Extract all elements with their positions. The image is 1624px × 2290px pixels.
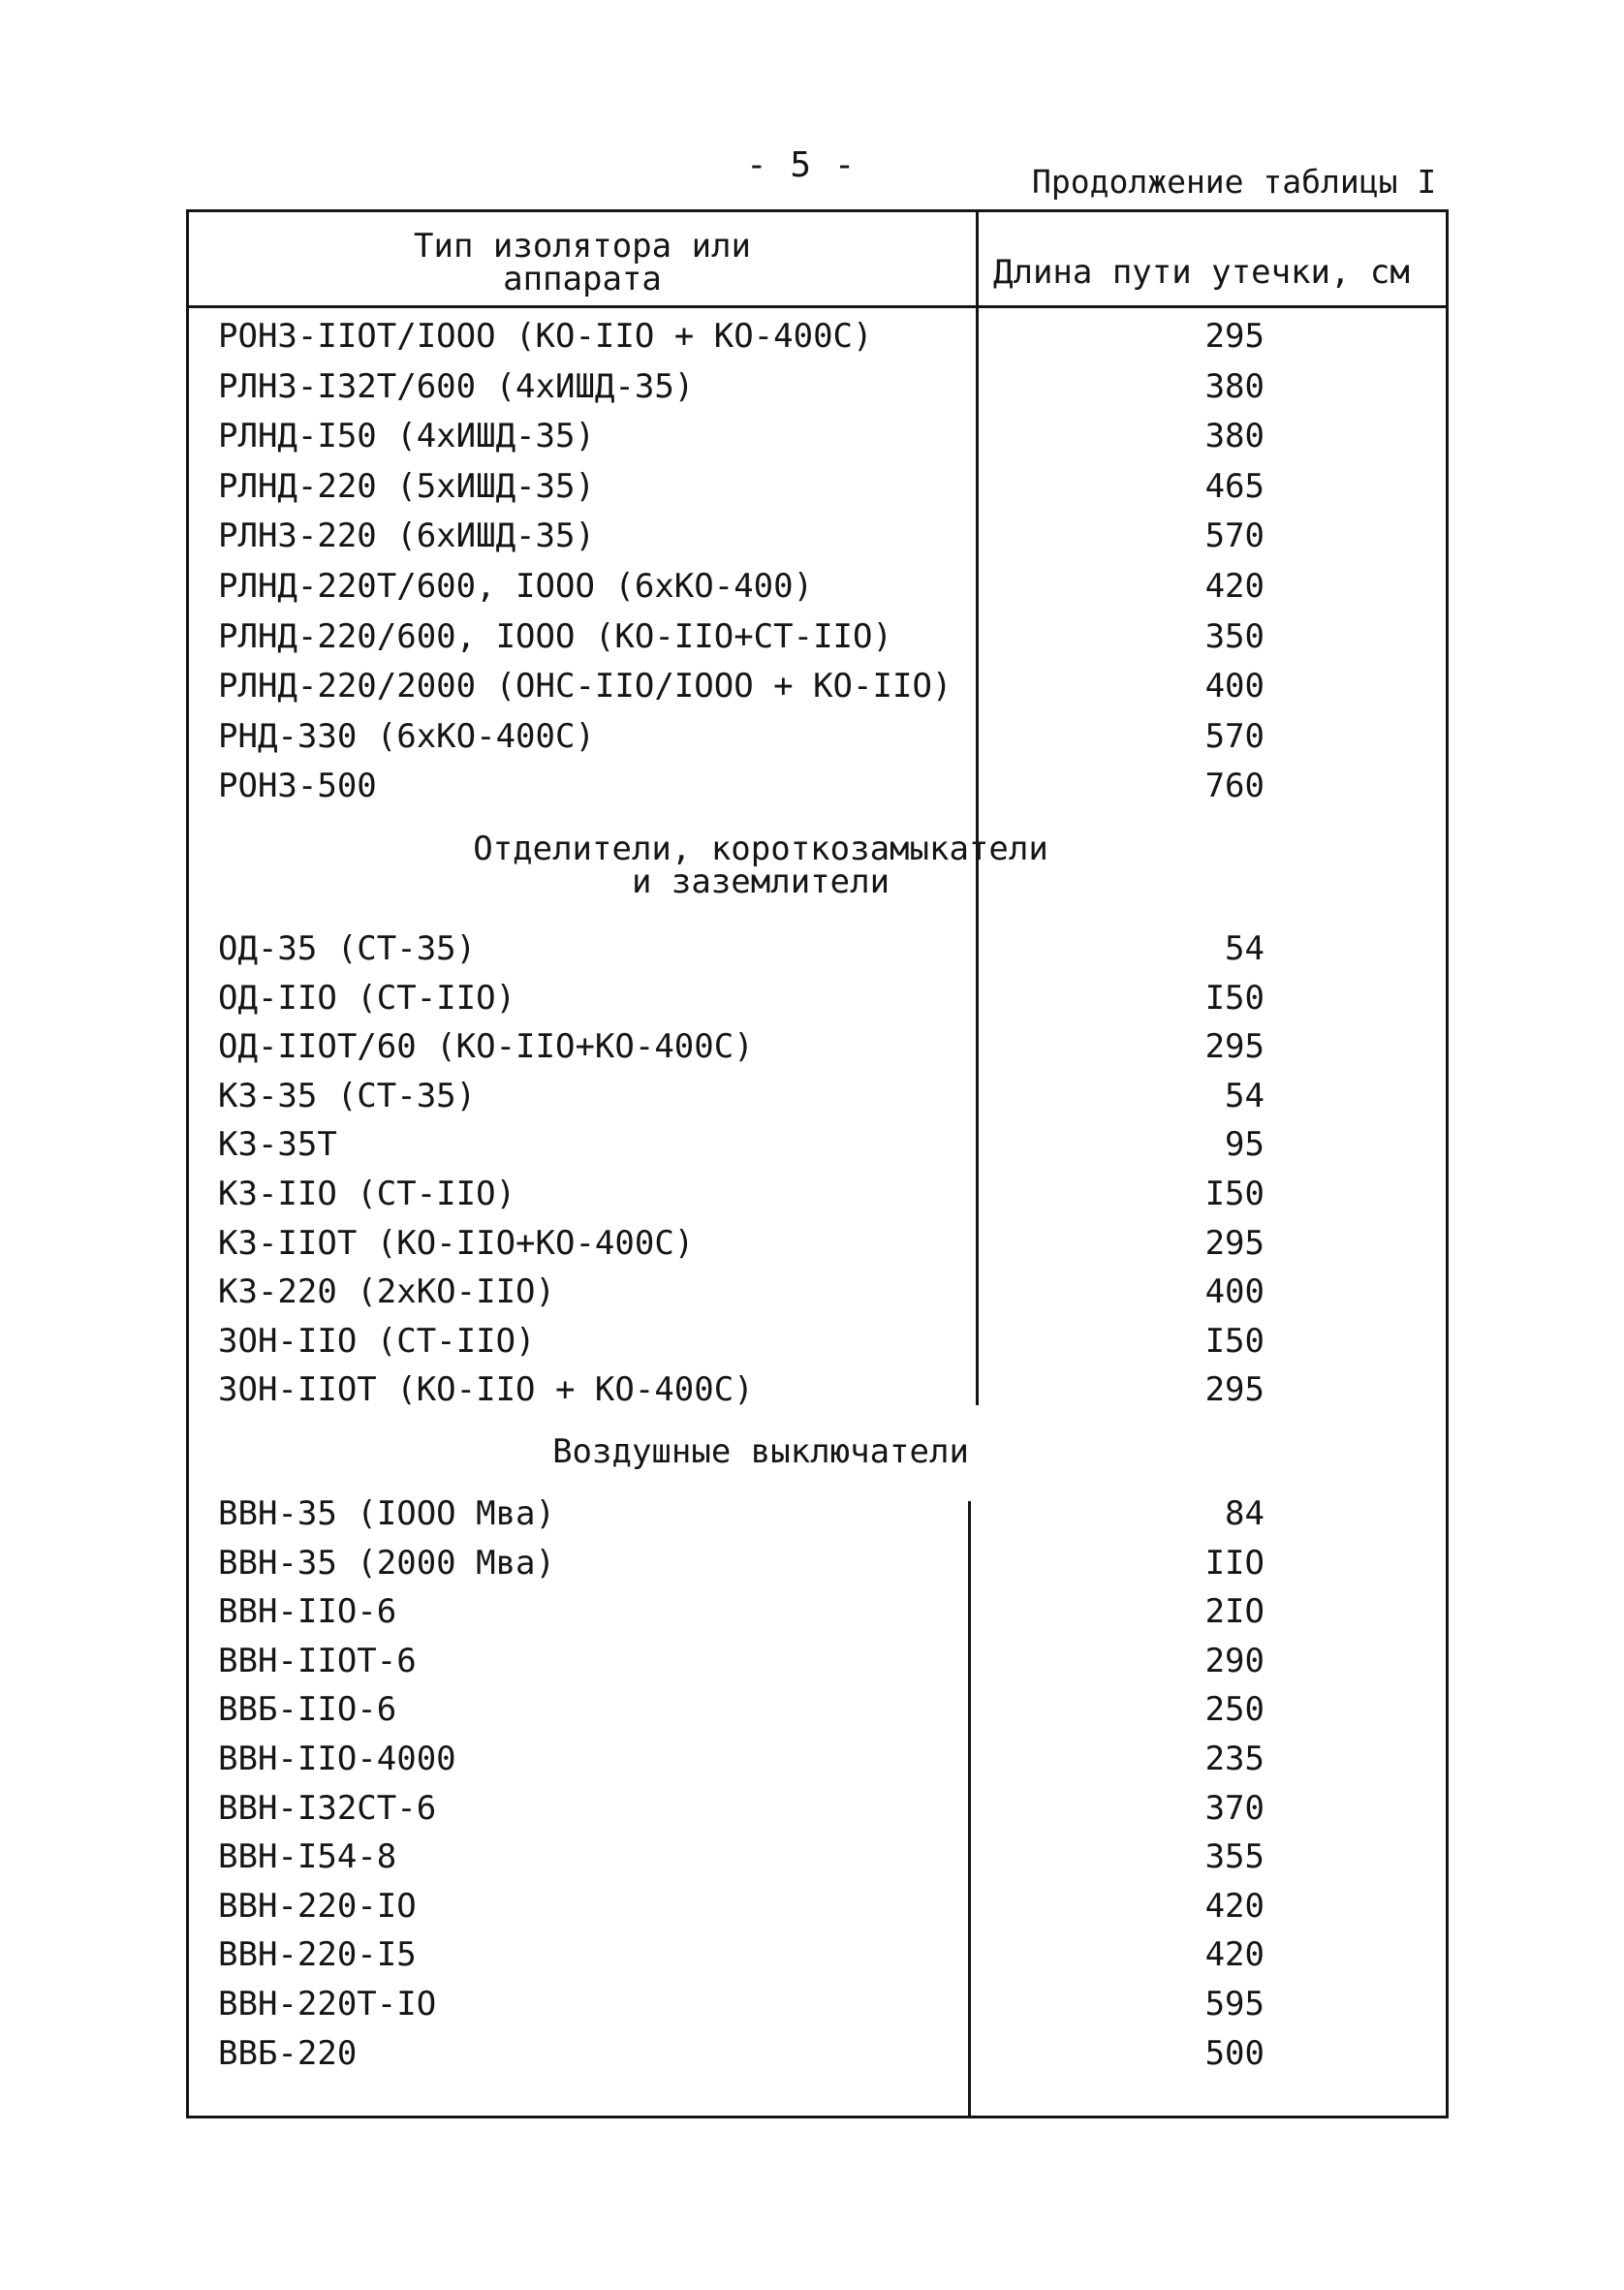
apparatus-type: ВВН-IIО-4000 <box>218 1740 456 1778</box>
leakage-length: I50 <box>1204 1175 1265 1213</box>
table-row <box>218 1544 1420 1592</box>
leakage-length: 420 <box>1204 1935 1265 1975</box>
table-row <box>218 979 1420 1027</box>
leakage-length: 400 <box>1204 1272 1265 1312</box>
table-row <box>218 367 1420 416</box>
leakage-length: 380 <box>1204 366 1265 406</box>
table-row <box>218 1272 1420 1321</box>
apparatus-type: КЗ-220 (2хКО-IIО) <box>218 1272 555 1312</box>
apparatus-type: ОД-IIОТ/60 (КО-IIО+КО-400С) <box>218 1027 754 1067</box>
table-row <box>218 1027 1420 1076</box>
apparatus-type: ЗОН-IIО (СТ-IIО) <box>218 1321 536 1361</box>
leakage-length: 570 <box>1204 517 1265 556</box>
leakage-length: 355 <box>1204 1837 1265 1877</box>
table-row <box>218 1740 1420 1788</box>
table-row <box>218 717 1420 766</box>
apparatus-type: ВВН-220-I5 <box>218 1935 417 1975</box>
apparatus-type: ЗОН-IIОТ (КО-IIО + КО-400С) <box>218 1370 754 1410</box>
table-row <box>218 667 1420 715</box>
apparatus-type: ВВН-220Т-IО <box>218 1985 437 2023</box>
leakage-length: 54 <box>1225 929 1265 968</box>
table-row <box>218 1837 1420 1886</box>
leakage-length: 370 <box>1204 1788 1265 1828</box>
leakage-length: 295 <box>1204 317 1265 356</box>
apparatus-type: КЗ-35 (СТ-35) <box>218 1076 477 1115</box>
apparatus-type: ВВБ-220 <box>218 2033 358 2073</box>
leakage-length: 295 <box>1204 1027 1265 1067</box>
apparatus-type: РЛНД-220/2000 (ОНС-IIО/IООО + КО-IIО) <box>218 667 953 706</box>
leakage-length: 2IО <box>1204 1592 1265 1632</box>
leakage-length: 380 <box>1204 417 1265 456</box>
apparatus-type: ВВБ-IIО-6 <box>218 1690 397 1730</box>
leakage-length: 500 <box>1204 2033 1265 2073</box>
apparatus-type: ВВН-IIОТ-6 <box>218 1641 417 1680</box>
leakage-length: 250 <box>1204 1690 1265 1730</box>
table-row <box>218 1985 1420 2033</box>
leakage-length: 95 <box>1225 1125 1265 1165</box>
apparatus-type: РЛНЗ-220 (6хИШД-35) <box>218 517 595 556</box>
table-row <box>218 1370 1420 1419</box>
table-row <box>218 517 1420 565</box>
apparatus-type: КЗ-35Т <box>218 1125 337 1165</box>
page-number: - 5 - <box>746 145 857 185</box>
leakage-length: 595 <box>1204 1985 1265 2023</box>
leakage-length: 350 <box>1204 616 1265 656</box>
table-row <box>218 1224 1420 1272</box>
leakage-length: 420 <box>1204 567 1265 606</box>
leakage-length: 290 <box>1204 1641 1265 1680</box>
table-row <box>218 1887 1420 1935</box>
table-row <box>218 317 1420 365</box>
table-row <box>218 929 1420 978</box>
column-header-length: Длина пути утечки, см <box>993 253 1410 292</box>
apparatus-type: ОД-IIО (СТ-IIО) <box>218 978 516 1018</box>
apparatus-type: ОД-35 (СТ-35) <box>218 929 477 968</box>
table-row <box>218 1592 1420 1641</box>
apparatus-type: ВВН-I54-8 <box>218 1837 397 1877</box>
header-rule <box>189 305 1446 308</box>
column-header-type-line2: аппарата <box>503 260 662 298</box>
table-row <box>218 1494 1420 1543</box>
leakage-length: 295 <box>1204 1370 1265 1410</box>
apparatus-type: РОНЗ-IIОТ/IООО (КО-IIО + КО-400С) <box>218 317 873 356</box>
section-heading-disconnectors <box>373 830 1148 901</box>
leakage-length: I50 <box>1204 1321 1265 1361</box>
leakage-length: 420 <box>1204 1886 1265 1926</box>
table-row <box>218 417 1420 465</box>
table-row <box>218 1077 1420 1125</box>
section-heading-air-breakers: Воздушные выключатели <box>552 1432 969 1471</box>
table-row <box>218 1175 1420 1223</box>
leakage-length: IIО <box>1204 1543 1265 1583</box>
leakage-length: 235 <box>1204 1740 1265 1778</box>
apparatus-type: ВВН-35 (2000 Мва) <box>218 1543 555 1583</box>
table-row <box>218 767 1420 815</box>
table-row <box>218 1789 1420 1837</box>
apparatus-type: РОНЗ-500 <box>218 767 377 806</box>
apparatus-type: РЛНД-220Т/600, IООО (6хКО-400) <box>218 567 814 606</box>
section-heading-line2: и заземлители <box>631 863 890 901</box>
apparatus-type: ВВН-IIО-6 <box>218 1592 397 1632</box>
apparatus-type: КЗ-IIО (СТ-IIО) <box>218 1175 516 1213</box>
apparatus-type: КЗ-IIОТ (КО-IIО+КО-400С) <box>218 1223 695 1263</box>
leakage-length: 760 <box>1204 767 1265 806</box>
apparatus-type: РЛНД-220/600, IООО (КО-IIО+СТ-IIО) <box>218 616 892 656</box>
table-row <box>218 1690 1420 1739</box>
apparatus-type: РЛНЗ-I32Т/600 (4хИШД-35) <box>218 366 695 406</box>
column-header-type <box>189 227 976 298</box>
table-row <box>218 1642 1420 1690</box>
header-column-divider <box>976 212 979 305</box>
table-row <box>218 567 1420 615</box>
column-header-type-line1: Тип изолятора или <box>414 227 751 266</box>
apparatus-type: РЛНД-I50 (4хИШД-35) <box>218 417 595 456</box>
leakage-length: 570 <box>1204 716 1265 756</box>
table-row <box>218 617 1420 666</box>
table-row <box>218 467 1420 516</box>
leakage-length: I50 <box>1204 978 1265 1018</box>
apparatus-type: ВВН-I32СТ-6 <box>218 1788 437 1828</box>
table-row <box>218 1322 1420 1370</box>
apparatus-type: РЛНД-220 (5хИШД-35) <box>218 466 595 506</box>
apparatus-type: ВВН-220-IО <box>218 1886 417 1926</box>
leakage-length: 400 <box>1204 667 1265 706</box>
table-continuation-label: Продолжение таблицы I <box>1032 163 1437 201</box>
table-row <box>218 2034 1420 2083</box>
table-row <box>218 1935 1420 1984</box>
leakage-length: 54 <box>1225 1076 1265 1115</box>
table-row <box>218 1125 1420 1174</box>
apparatus-type: ВВН-35 (IООО Мва) <box>218 1494 555 1533</box>
leakage-length: 84 <box>1225 1494 1265 1533</box>
leakage-path-table <box>186 209 1449 2118</box>
apparatus-type: РНД-330 (6хКО-400С) <box>218 716 595 756</box>
leakage-length: 295 <box>1204 1223 1265 1263</box>
section-heading-line1: Отделители, короткозамыкатели <box>473 830 1048 868</box>
leakage-length: 465 <box>1204 466 1265 506</box>
